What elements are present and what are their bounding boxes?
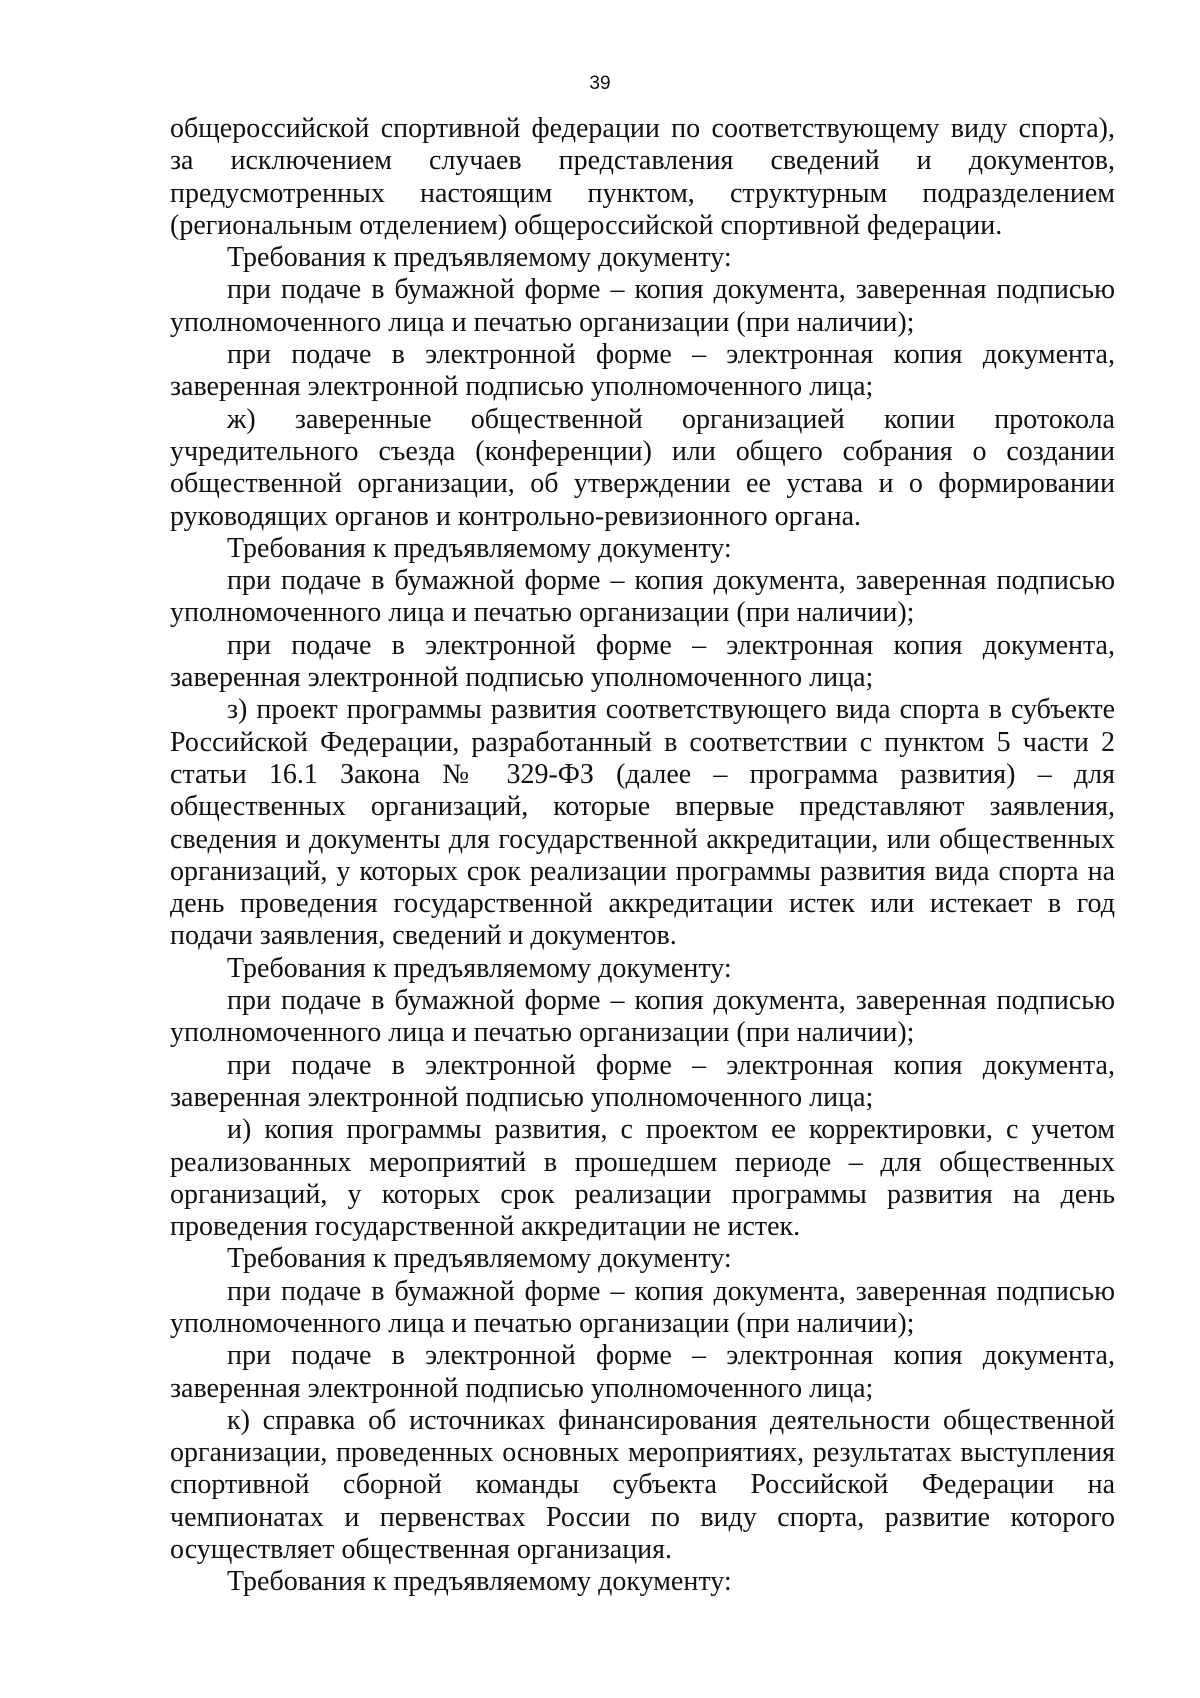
paragraph-continuation: общероссийской спортивной федерации по соответствующему виду спорта), за исключением случаев представления сведений и документов, предусмотренных настоящим пунктом, структурным подразделением (региональным отделением) общероссийской спортивной федерации. (170, 113, 1115, 241)
paragraph-requirements-heading: Требования к предъявляемому документу: (227, 532, 732, 564)
paragraph-paper-form: при подаче в бумажной форме – копия документа, заверенная подписью уполномоченного лица и печатью организации (при наличии); (170, 985, 1115, 1049)
paragraph-paper-form: при подаче в бумажной форме – копия документа, заверенная подписью уполномоченного лица и печатью организации (при наличии); (170, 274, 1115, 338)
paragraph-item-z: з) проект программы развития соответствующего вида спорта в субъекте Российской Федерации, разработанный в соответствии с пунктом 5 части 2 статьи 16.1 Закона № 329-ФЗ (далее – программа развития) – для общественных организаций, которые впервые представляют заявления, сведения и документы для государственной аккредитации, или общественных организаций, у которых срок реализации программы развития вида спорта на день проведения государственной аккредитации истек или истекает в год подачи заявления, сведений и документов. (170, 694, 1115, 952)
paragraph-electronic-form: при подаче в электронной форме – электронная копия документа, заверенная электронной подписью уполномоченного лица; (170, 1049, 1115, 1113)
paragraph-electronic-form: при подаче в электронной форме – электронная копия документа, заверенная электронной подписью уполномоченного лица; (170, 629, 1115, 694)
paragraph-electronic-form: при подаче в электронной форме – электронная копия документа, заверенная электронной подписью уполномоченного лица; (170, 1340, 1115, 1404)
paragraph-requirements-heading: Требования к предъявляемому документу: (227, 1243, 732, 1275)
paragraph-requirements-heading: Требования к предъявляемому документу: (227, 242, 732, 274)
page-number: 39 (589, 73, 611, 94)
document-body (170, 113, 1115, 1599)
paragraph-item-i: и) копия программы развития, с проектом ее корректировки, с учетом реализованных мероприятий в прошедшем периоде – для общественных организаций, у которых срок реализации программы развития на день проведения государственной аккредитации не истек. (170, 1114, 1115, 1243)
paragraph-requirements-heading: Требования к предъявляемому документу: (227, 952, 732, 984)
paragraph-paper-form: при подаче в бумажной форме – копия документа, заверенная подписью уполномоченного лица и печатью организации (при наличии); (170, 565, 1115, 629)
paragraph-requirements-heading: Требования к предъявляемому документу: (227, 1566, 732, 1598)
paragraph-paper-form: при подаче в бумажной форме – копия документа, заверенная подписью уполномоченного лица и печатью организации (при наличии); (170, 1275, 1115, 1339)
paragraph-electronic-form: при подаче в электронной форме – электронная копия документа, заверенная электронной подписью уполномоченного лица; (170, 339, 1115, 403)
paragraph-item-zh: ж) заверенные общественной организацией копии протокола учредительного съезда (конференции) или общего собрания о создании общественной организации, об утверждении ее устава и о формировании руководящих органов и контрольно-ревизионного органа. (170, 403, 1115, 532)
paragraph-item-k: к) справка об источниках финансирования деятельности общественной организации, проведенных основных мероприятиях, результатах выступления спортивной сборной команды субъекта Российской Федерации на чемпионатах и первенствах России по виду спорта, развитие которого осуществляет общественная организация. (170, 1404, 1115, 1566)
